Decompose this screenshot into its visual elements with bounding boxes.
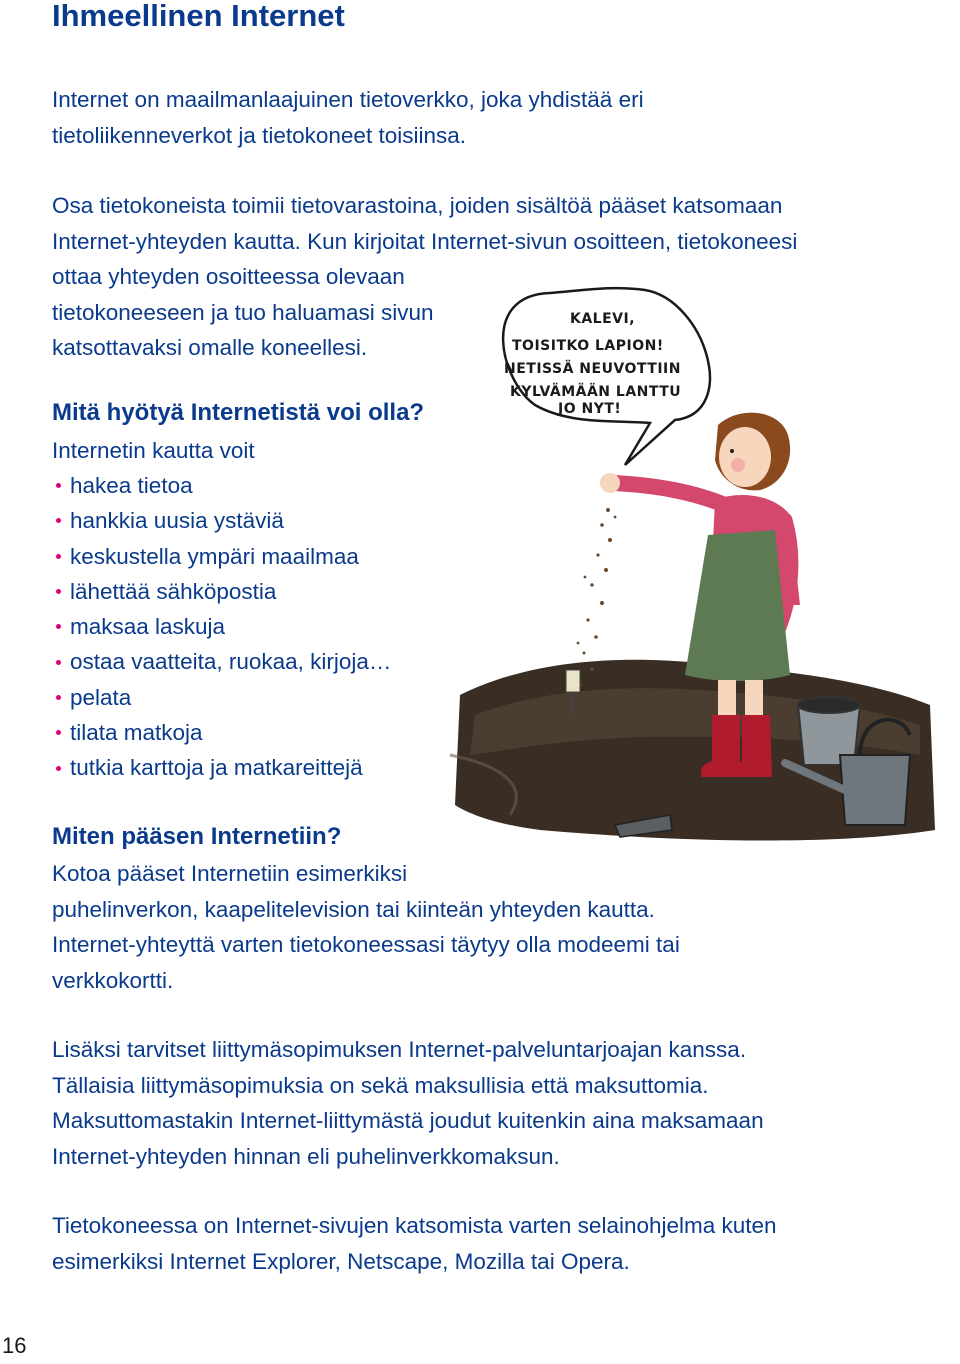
bubble-line: KYLVÄMÄÄN LANTTU <box>510 384 682 400</box>
page-number: 16 <box>2 1333 27 1358</box>
storage-line: Osa tietokoneista toimii tietovarastoina, joiden sisältöä pääset katsomaan <box>52 193 783 218</box>
list-item <box>52 609 391 644</box>
bullet-icon <box>56 554 61 559</box>
subscription-line: Tällaisia liittymäsopimuksia on sekä maksullisia että maksuttomia. <box>52 1072 709 1098</box>
intro-paragraph <box>52 82 644 153</box>
gardening-girl-illustration <box>440 285 940 845</box>
subscription-line: Internet-yhteyden hinnan eli puhelinverkkomaksun. <box>52 1143 560 1169</box>
list-item <box>52 644 391 679</box>
seed-marker <box>566 670 580 692</box>
list-item-label: pelata <box>70 684 132 710</box>
bubble-line: TOISITKO LAPION! <box>512 338 664 354</box>
list-item-label: hakea tietoa <box>70 473 193 498</box>
storage-line: ottaa yhteyden osoitteessa olevaan <box>52 264 405 289</box>
storage-line: tietokoneeseen ja tuo haluamasi sivun <box>52 299 434 325</box>
list-item <box>52 750 391 785</box>
list-item <box>52 468 391 503</box>
benefits-list <box>52 468 391 786</box>
list-item-label: tilata matkoja <box>70 720 203 746</box>
browser-line: esimerkiksi Internet Explorer, Netscape, Mozilla tai Opera. <box>52 1248 630 1274</box>
intro-line: Internet on maailmanlaajuinen tietoverkko, joka yhdistää eri <box>52 87 644 112</box>
bullet-icon <box>56 766 61 771</box>
list-item <box>52 574 391 609</box>
bullet-icon <box>56 518 61 523</box>
storage-line: katsottavaksi omalle koneellesi. <box>52 335 368 360</box>
page-title: Ihmeellinen Internet <box>52 0 345 33</box>
list-item <box>52 680 391 715</box>
bullet-icon <box>56 660 61 665</box>
bullet-icon <box>56 730 61 735</box>
intro-line: tietoliikenneverkot ja tietokoneet toisiinsa. <box>52 122 466 148</box>
subscription-line: Maksuttomastakin Internet-liittymästä joudut kuitenkin aina maksamaan <box>52 1108 764 1133</box>
access-line: verkkokortti. <box>52 967 174 993</box>
subscription-line: Lisäksi tarvitset liittymäsopimuksen Internet-palveluntarjoajan kanssa. <box>52 1037 747 1062</box>
browser-line: Tietokoneessa on Internet-sivujen katsomista varten selainohjelma kuten <box>52 1213 777 1238</box>
list-item-label: ostaa vaatteita, ruokaa, kirjoja… <box>70 649 392 675</box>
bubble-line: NETISSÄ NEUVOTTIIN <box>504 361 681 377</box>
list-item-label: tutkia karttoja ja matkareittejä <box>70 755 363 781</box>
bullet-icon <box>56 589 61 594</box>
speech-bubble <box>503 288 710 465</box>
bullet-icon <box>56 624 61 629</box>
list-item-label: keskustella ympäri maailmaa <box>70 543 359 569</box>
benefits-heading: Mitä hyötyä Internetistä voi olla? <box>52 399 425 426</box>
subscription-paragraph <box>52 1032 764 1174</box>
access-line: Internet-yhteyttä varten tietokoneessasi täytyy olla modeemi tai <box>52 932 680 957</box>
storage-line: Internet-yhteyden kautta. Kun kirjoitat Internet-sivun osoitteen, tietokoneesi <box>52 228 798 254</box>
list-item-label: lähettää sähköpostia <box>70 578 277 604</box>
list-item-label: hankkia uusia ystäviä <box>70 508 284 534</box>
benefits-lead: Internetin kautta voit <box>52 438 255 463</box>
bullet-icon <box>56 695 61 700</box>
bullet-icon <box>56 483 61 488</box>
list-item-label: maksaa laskuja <box>70 614 226 640</box>
list-item <box>52 539 391 574</box>
list-item <box>52 503 391 538</box>
access-line: Kotoa pääset Internetiin esimerkiksi <box>52 861 408 886</box>
browser-paragraph <box>52 1208 777 1279</box>
access-paragraph <box>52 856 680 998</box>
access-heading: Miten pääsen Internetiin? <box>52 823 342 850</box>
falling-seeds <box>577 508 617 687</box>
bubble-line: JO NYT! <box>558 401 622 417</box>
list-item <box>52 715 391 750</box>
bubble-line: KALEVI, <box>570 311 636 327</box>
access-line: puhelinverkon, kaapelitelevision tai kiinteän yhteyden kautta. <box>52 896 655 922</box>
